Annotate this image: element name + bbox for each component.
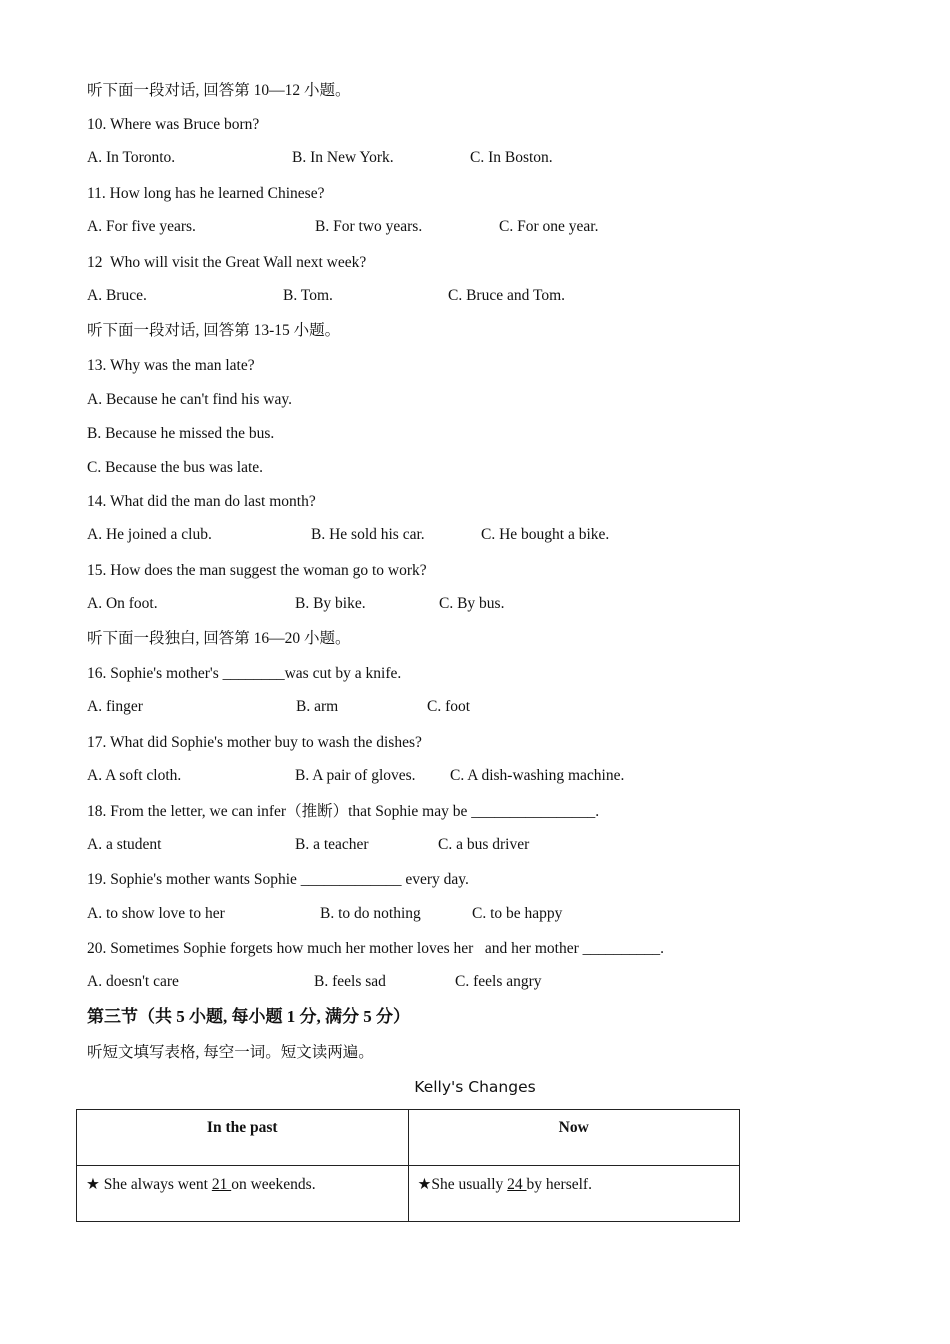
option-a: A. On foot. — [87, 595, 158, 612]
option-b: B. Tom. — [283, 287, 333, 304]
option-b: B. A pair of gloves. — [295, 767, 416, 784]
question-stem: 15. How does the man suggest the woman go to work? — [87, 562, 427, 579]
question-stem: 10. Where was Bruce born? — [87, 116, 260, 133]
option-a: A. to show love to her — [87, 905, 225, 922]
question-stem: 20. Sometimes Sophie forgets how much her mother loves her and her mother __________. — [87, 940, 664, 957]
cell-text: ★ She always went — [86, 1176, 212, 1193]
option-c: C. By bus. — [439, 595, 505, 612]
part-instruction: 听短文填写表格, 每空一词。短文读两遍。 — [87, 1044, 374, 1061]
option-c: C. Because the bus was late. — [87, 459, 264, 476]
option-b: B. feels sad — [314, 973, 386, 990]
table-row — [77, 1166, 740, 1222]
option-a: A. In Toronto. — [87, 149, 176, 166]
option-c: C. feels angry — [455, 973, 542, 990]
question-stem: 18. From the letter, we can infer（推断）that Sophie may be ________________. — [87, 803, 600, 820]
section-instruction: 听下面一段对话, 回答第 10—12 小题。 — [87, 82, 351, 99]
cell-now — [408, 1166, 740, 1222]
option-b: B. a teacher — [295, 836, 369, 853]
option-a: A. a student — [87, 836, 162, 853]
changes-table — [76, 1109, 740, 1222]
question-stem: 16. Sophie's mother's ________was cut by a knife. — [87, 665, 402, 682]
option-a: A. Because he can't find his way. — [87, 391, 292, 408]
blank-24: 24 — [507, 1176, 527, 1193]
table-header-row — [77, 1110, 740, 1166]
option-c: C. a bus driver — [438, 836, 530, 853]
option-c: C. A dish-washing machine. — [450, 767, 625, 784]
option-c: C. foot — [427, 698, 471, 715]
option-b: B. to do nothing — [320, 905, 421, 922]
cell-past — [77, 1166, 409, 1222]
cell-text: on weekends. — [231, 1176, 316, 1193]
question-stem: 13. Why was the man late? — [87, 357, 255, 374]
option-b: B. Because he missed the bus. — [87, 425, 275, 442]
option-b: B. In New York. — [292, 149, 394, 166]
option-a: A. doesn't care — [87, 973, 179, 990]
section-instruction: 听下面一段对话, 回答第 13-15 小题。 — [87, 322, 341, 339]
cell-text: ★She usually — [417, 1176, 508, 1193]
option-c: C. He bought a bike. — [481, 526, 610, 543]
option-a: A. He joined a club. — [87, 526, 212, 543]
option-b: B. By bike. — [295, 595, 366, 612]
section-instruction: 听下面一段独白, 回答第 16—20 小题。 — [87, 630, 351, 647]
option-a: A. A soft cloth. — [87, 767, 182, 784]
part-heading: 第三节（共 5 小题, 每小题 1 分, 满分 5 分） — [87, 1007, 410, 1026]
question-stem: 17. What did Sophie's mother buy to wash the dishes? — [87, 734, 422, 751]
option-c: C. For one year. — [499, 218, 599, 235]
table-title: Kelly's Changes — [414, 1078, 536, 1096]
option-c: C. to be happy — [472, 905, 563, 922]
question-stem: 14. What did the man do last month? — [87, 493, 316, 510]
option-b: B. He sold his car. — [311, 526, 425, 543]
question-stem: 11. How long has he learned Chinese? — [87, 185, 325, 202]
column-header-past: In the past — [77, 1110, 409, 1166]
blank-21: 21 — [211, 1176, 232, 1193]
option-b: B. arm — [296, 698, 339, 715]
column-header-now: Now — [408, 1110, 740, 1166]
option-b: B. For two years. — [315, 218, 423, 235]
option-a: A. Bruce. — [87, 287, 147, 304]
question-stem: 12 Who will visit the Great Wall next week? — [87, 254, 367, 271]
option-c: C. Bruce and Tom. — [448, 287, 566, 304]
question-stem: 19. Sophie's mother wants Sophie _____________ every day. — [87, 871, 469, 888]
option-a: A. For five years. — [87, 218, 196, 235]
cell-text: by herself. — [526, 1176, 592, 1193]
option-a: A. finger — [87, 698, 143, 715]
option-c: C. In Boston. — [470, 149, 553, 166]
